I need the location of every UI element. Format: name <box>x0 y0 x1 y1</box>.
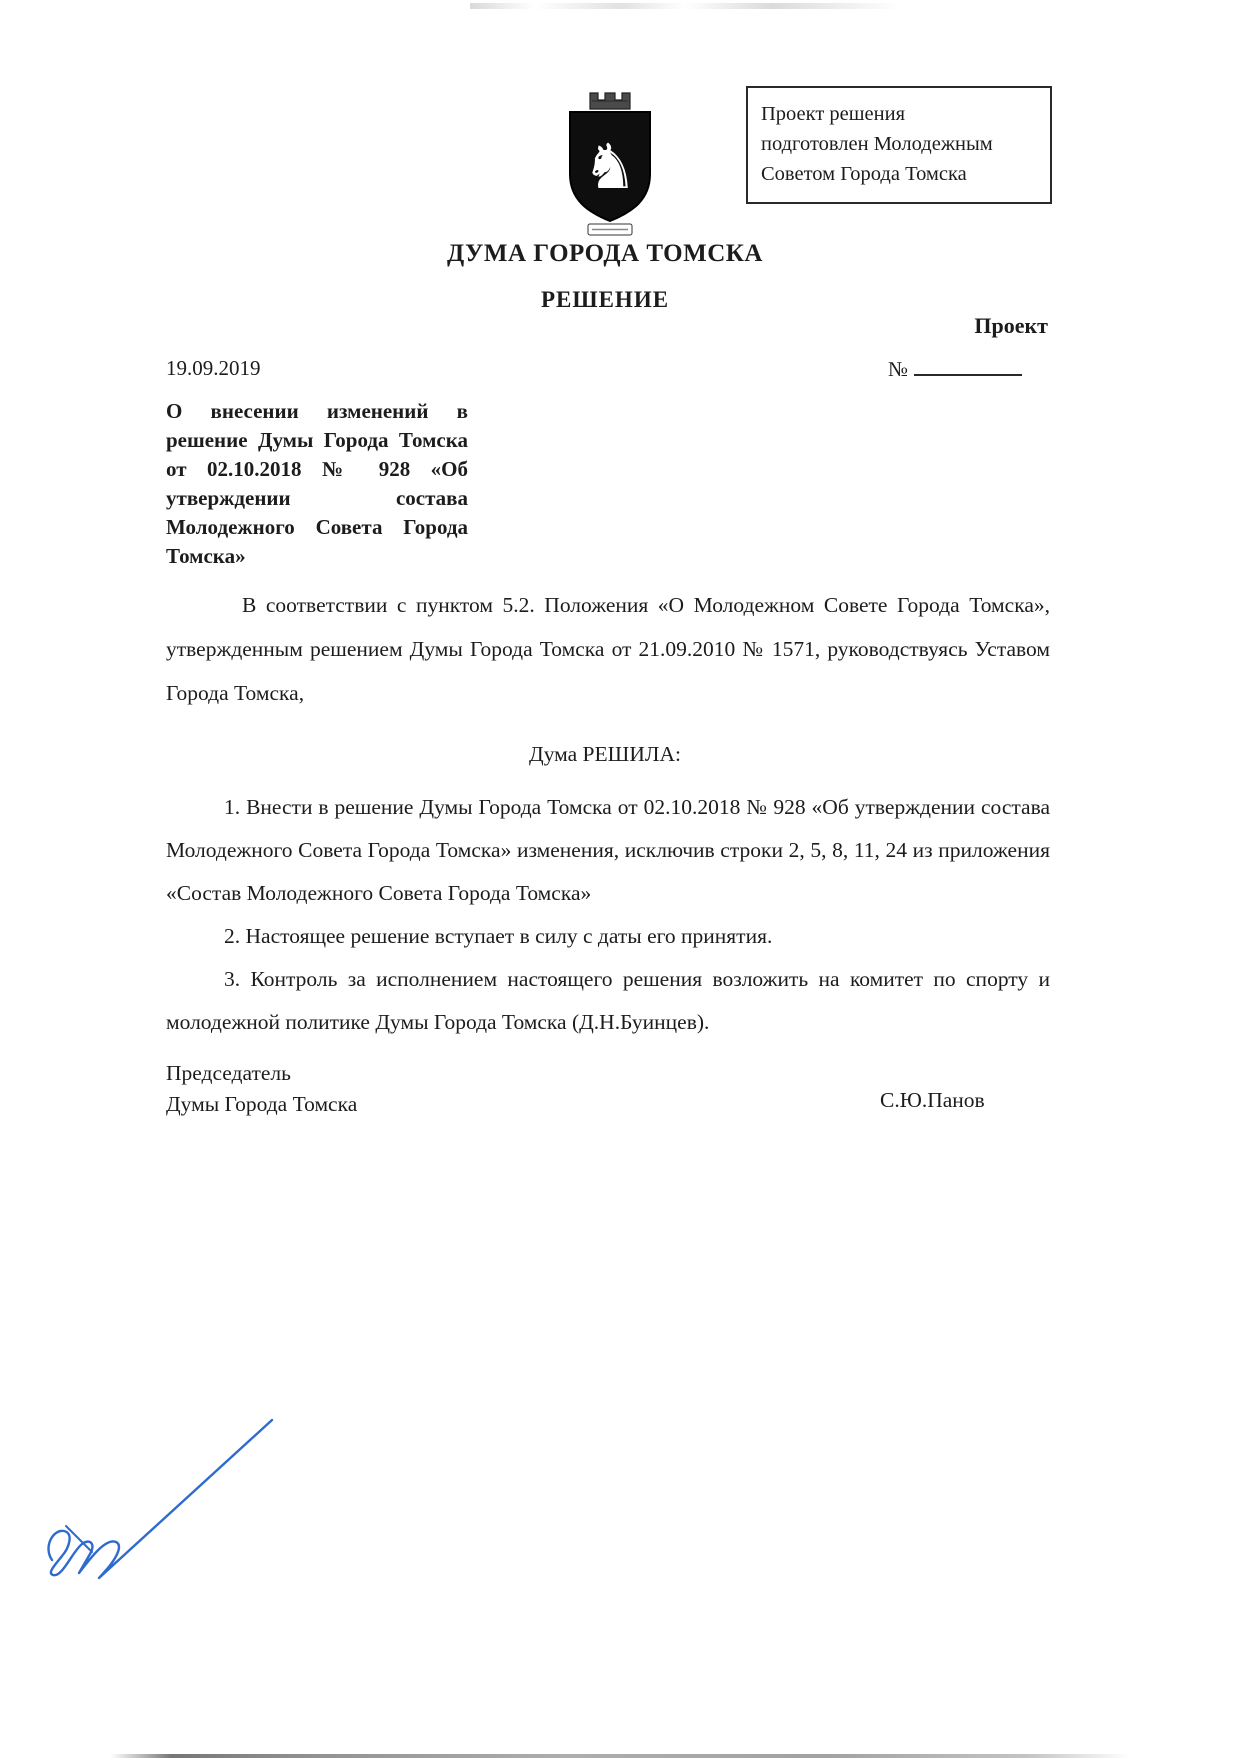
stamp-line-1: Проект решения <box>761 103 906 125</box>
org-title: ДУМА ГОРОДА ТОМСКА <box>447 240 763 267</box>
signatory-position-line-2: Думы Города Томска <box>166 1092 358 1116</box>
signatory-name: С.Ю.Панов <box>880 1088 985 1112</box>
intro-paragraph: В соответствии с пунктом 5.2. Положения «О Молодежном Совете Города Томска», утвержденным решением Думы Города Томска от 21.09.2010 № 1571, руководствуясь Уставом Города Томска, <box>166 593 1050 705</box>
stamp-line-2: подготовлен Молодежным <box>761 133 993 155</box>
draft-label: Проект <box>974 313 1048 338</box>
stamp-line-3: Советом Города Томска <box>761 163 967 185</box>
resolution-item-1: 1. Внести в решение Думы Города Томска от 02.10.2018 № 928 «Об утверждении состава Молодежного Совета Города Томска» изменения, исключив строки 2, 5, 8, 11, 24 из приложения «Состав Молодежного Совета Города Томска» <box>166 795 1050 905</box>
doc-date: 19.09.2019 <box>166 356 261 380</box>
resolution-items <box>166 786 1050 1044</box>
handwritten-signature <box>36 1408 286 1583</box>
doc-type-heading: РЕШЕНИЕ <box>540 287 670 312</box>
stamp-box <box>746 86 1052 204</box>
subject-paragraph: О внесении изменений в решение Думы Города Томска от 02.10.2018 № 928 «Об утверждении состава Молодежного Совета Города Томска» <box>166 399 468 568</box>
number-label: № <box>888 357 909 381</box>
doc-number-line <box>888 353 1022 382</box>
tomsk-coat-of-arms-icon <box>560 90 660 242</box>
scan-artifact-bottom <box>110 1754 1130 1758</box>
resolution-item-3: 3. Контроль за исполнением настоящего решения возложить на комитет по спорту и молодежной политике Думы Города Томска (Д.Н.Буинцев). <box>166 967 1050 1034</box>
number-blank-line <box>914 353 1022 376</box>
svg-text:♞: ♞ <box>582 130 638 203</box>
resolution-item-2: 2. Настоящее решение вступает в силу с даты его принятия. <box>224 924 773 948</box>
resolution-heading: Дума РЕШИЛА: <box>529 742 681 766</box>
signatory-position-line-1: Председатель <box>166 1061 291 1085</box>
scan-artifact-top <box>470 3 900 9</box>
signatory-position <box>166 1058 357 1120</box>
